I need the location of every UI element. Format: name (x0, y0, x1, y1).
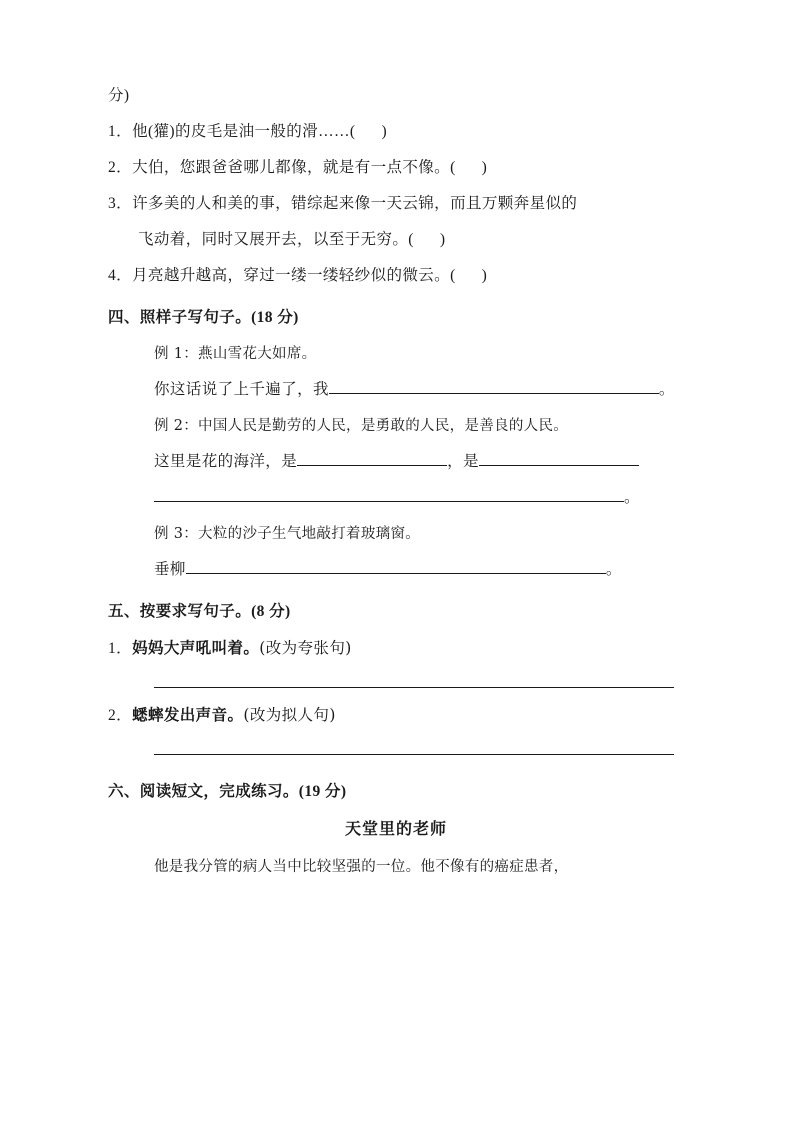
prompt-1 (108, 372, 684, 408)
section-four-heading (108, 300, 684, 336)
question-3-4 (108, 258, 684, 294)
question-5-2 (108, 697, 684, 734)
prompt-prefix: 垂柳 (154, 561, 186, 578)
answer-blank[interactable] (154, 754, 674, 755)
example-text: 中国人民是勤劳的人民，是勇敢的人民，是善良的人民。 (198, 418, 569, 434)
article-first-line: 他是我分管的病人当中比较坚强的一位。他不像有的癌症患者， (154, 859, 569, 875)
question-note: (改为夸张句) (259, 639, 352, 657)
question-note: (改为拟人句) (243, 706, 336, 724)
section-heading-text: 四、照样子写句子。(18 分) (108, 309, 299, 326)
prompt-prefix: 这里是花的海洋，是 (154, 453, 298, 470)
answer-blank[interactable] (154, 687, 674, 688)
paren-close: ) (481, 267, 488, 284)
example-label: 例 2： (154, 418, 199, 434)
prompt-suffix: 。 (624, 489, 640, 506)
prompt-2-line1 (108, 444, 684, 480)
question-text: 大伯，您跟爸爸哪儿都像，就是有一点不像。( (132, 159, 456, 176)
paren-close: ) (481, 159, 488, 176)
section-five-heading (108, 594, 684, 630)
prompt-prefix: 你这话说了上千遍了，我 (154, 381, 329, 398)
example-3 (108, 516, 684, 552)
question-text: 许多美的人和美的事，错综起来像一天云锦，而且万颗奔星似的 (132, 195, 578, 212)
question-text: 他(獾)的皮毛是油一般的滑……( (132, 123, 356, 140)
paren-close: ) (439, 231, 446, 248)
question-text-cont: 飞动着，同时又展开去，以至于无穷。( (138, 231, 414, 248)
question-number: 4． (108, 267, 133, 284)
example-text: 大粒的沙子生气地敲打着玻璃窗。 (198, 526, 421, 542)
example-label: 例 3： (154, 526, 199, 542)
example-1 (108, 336, 684, 372)
prompt-3 (108, 552, 684, 588)
section-heading-text: 六、阅读短文，完成练习。(19 分) (108, 783, 347, 800)
prompt-mid: ，是 (447, 453, 479, 470)
page-content (108, 78, 684, 884)
article-title: 天堂里的老师 (344, 821, 447, 838)
answer-blank[interactable] (329, 378, 659, 394)
question-number: 1． (108, 123, 133, 140)
question-number: 2． (108, 707, 133, 724)
answer-row-5-2 (108, 734, 684, 764)
prompt-suffix: 。 (605, 561, 622, 578)
example-2 (108, 408, 684, 444)
example-text: 燕山雪花大如席。 (198, 346, 317, 362)
prompt-suffix: 。 (658, 381, 675, 398)
example-label: 例 1： (154, 346, 199, 362)
question-3-3-line2 (108, 222, 684, 258)
question-number: 3． (108, 195, 133, 212)
question-text: 月亮越升越高，穿过一缕一缕轻纱似的微云。( (132, 267, 456, 284)
question-number: 1． (108, 640, 133, 657)
question-3-1 (108, 114, 684, 150)
answer-row-5-1 (108, 667, 684, 697)
section-heading-text: 五、按要求写句子。(8 分) (108, 603, 291, 620)
question-text: 妈妈大声吼叫着。 (132, 640, 260, 657)
carryover-line (108, 78, 684, 114)
question-text: 蟋蟀发出声音。 (132, 707, 244, 724)
answer-blank[interactable] (154, 486, 624, 502)
answer-blank[interactable] (479, 450, 639, 466)
answer-blank[interactable] (297, 450, 447, 466)
question-3-3-line1 (108, 186, 684, 222)
question-3-2 (108, 150, 684, 186)
paren-close: ) (381, 123, 388, 140)
question-number: 2． (108, 159, 133, 176)
section-six-heading (108, 774, 684, 810)
question-5-1 (108, 630, 684, 667)
answer-blank[interactable] (186, 558, 606, 574)
carryover-text: 分) (108, 87, 130, 104)
prompt-2-line2 (108, 480, 684, 516)
